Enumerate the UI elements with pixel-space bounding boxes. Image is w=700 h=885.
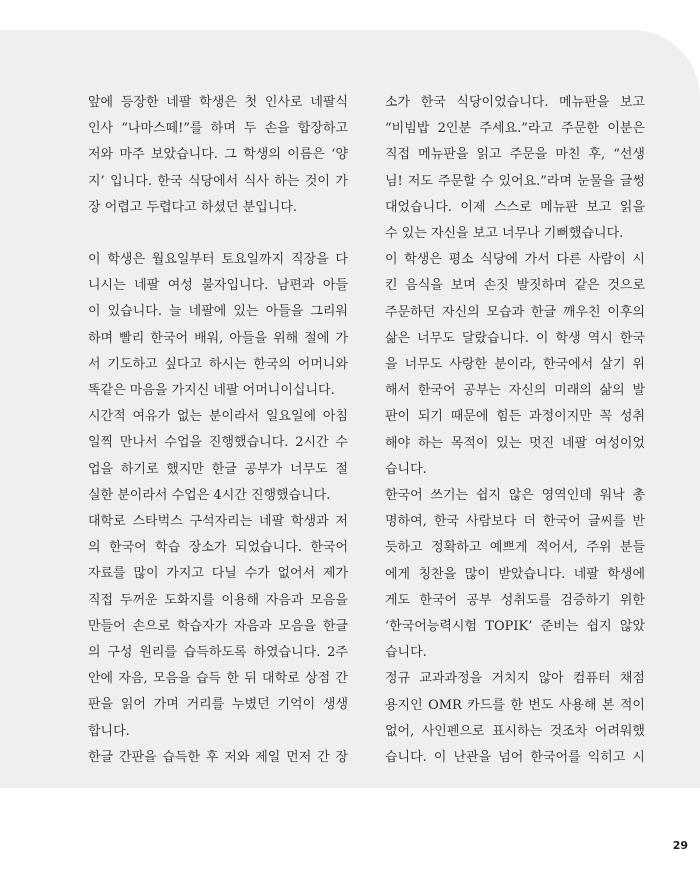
text-line: 판이 되기 때문에 힘든 과정이지만 꼭 성취 [385,409,645,425]
right-paragraph-2 [385,247,645,483]
text-line: 게도 한국어 공부 성취도를 검증하기 위한 [385,592,645,608]
text-line: 서 기도하고 싶다고 하시는 한국의 어머니와 [88,356,348,372]
text-line: 일찍 만나서 수업을 진행했습니다. 2시간 수 [88,435,348,451]
text-line: 에게 칭찬을 많이 받았습니다. 네팔 학생에 [385,566,645,582]
text-line: “비빔밥 2인분 주세요.”라고 주문한 이분은 [385,121,645,137]
text-line: 니시는 네팔 여성 불자입니다. 남편과 아들 [88,278,348,294]
text-line: 자료를 많이 가지고 다닐 수가 없어서 제가 [88,566,348,582]
text-line: 의 구성 원리를 습득하도록 하였습니다. 2주 [88,645,348,661]
text-line: 수 있는 자신을 보고 너무나 기뻐했습니다. [385,226,624,242]
text-line: 시간적 여유가 없는 분이라서 일요일에 아침 [88,409,348,425]
left-paragraph-5 [88,745,348,771]
text-line: 지’ 입니다. 한국 식당에서 식사 하는 것이 가 [88,173,348,189]
text-line: 대학로 스타벅스 구석자리는 네팔 학생과 저 [88,514,348,530]
text-line: 킨 음식을 보며 손짓 발짓하며 같은 것으로 [385,278,645,294]
text-line: 똑같은 마음을 가지신 네팔 어머니이십니다. [88,383,335,399]
left-column [88,90,348,771]
text-line: 장 어렵고 두렵다고 하셨던 분입니다. [88,199,298,215]
text-line: 습니다. [385,461,427,477]
text-line: 만들어 손으로 학습자가 자음과 모음을 한글 [88,618,348,634]
text-line: 해서 한국어 공부는 자신의 미래의 삶의 발 [385,383,645,399]
text-line: 없어, 사인펜으로 표시하는 것조차 어려워했 [385,723,645,739]
text-line: 해야 하는 목적이 있는 멋진 네팔 여성이었 [385,435,645,451]
text-line: 한국어 쓰기는 쉽지 않은 영역인데 워낙 총 [385,488,645,504]
page-number: 29 [672,839,688,852]
text-line: 이 학생은 평소 식당에 가서 다른 사람이 시 [385,252,645,268]
text-line: 습니다. [385,645,427,661]
right-column [385,90,645,771]
left-paragraph-4 [88,509,348,745]
text-line: 실한 분이라서 수업은 4시간 진행했습니다. [88,487,331,503]
text-line: 한글 간판을 습득한 후 저와 제일 먼저 간 장 [88,749,348,765]
text-line: 안에 자음, 모음을 습득 한 뒤 대학로 상점 간 [88,671,348,687]
text-line: ‘한국어능력시험 TOPIK’ 준비는 쉽지 않았 [385,619,645,635]
text-line: 대었습니다. 이제 스스로 메뉴판 보고 읽을 [385,199,645,215]
text-line: 인사 “나마스떼!”를 하며 두 손을 합장하고 [88,121,348,137]
text-line: 님! 저도 주문할 수 있어요.”라며 눈물을 글썽 [385,173,645,189]
left-paragraph-2 [88,247,348,404]
right-paragraph-3 [385,483,645,666]
text-line: 하며 빨리 한국어 배워, 아들을 위해 절에 가 [88,330,348,346]
text-line: 듯하고 정확하고 예쁘게 적어서, 주위 분들 [385,540,645,556]
left-paragraph-3 [88,404,348,509]
text-line: 직접 두꺼운 도화지를 이용해 자음과 모음을 [88,592,348,608]
text-line: 이 있습니다. 늘 네팔에 있는 아들을 그리워 [88,304,348,320]
text-line: 습니다. 이 난관을 넘어 한국어를 익히고 시 [385,750,645,766]
text-line: 합니다. [88,723,130,739]
text-line: 의 한국어 학습 장소가 되었습니다. 한국어 [88,540,348,556]
right-paragraph-4 [385,666,645,771]
text-line: 판을 읽어 가며 거리를 누볐던 기억이 생생 [88,697,348,713]
text-line: 용지인 OMR 카드를 한 번도 사용해 본 적이 [385,697,645,713]
text-line: 앞에 등장한 네팔 학생은 첫 인사로 네팔식 [88,95,348,110]
text-line: 삶은 너무도 달랐습니다. 이 학생 역시 한국 [385,330,645,346]
text-line: 직접 메뉴판을 읽고 주문을 마친 후, “선생 [385,147,645,163]
text-line: 저와 마주 보았습니다. 그 학생의 이름은 ‘양 [88,147,348,163]
text-line: 업을 하기로 했지만 한글 공부가 너무도 절 [88,461,348,477]
text-line: 명하여, 한국 사람보다 더 한국어 글씨를 반 [385,514,645,530]
text-line: 이 학생은 월요일부터 토요일까지 직장을 다 [88,252,348,268]
text-line: 을 너무도 사랑한 분이라, 한국에서 살기 위 [385,357,645,373]
text-line: 주문하던 자신의 모습과 한글 깨우친 이후의 [385,304,645,320]
right-paragraph-1 [385,90,645,247]
text-line: 정규 교과과정을 거치지 않아 컴퓨터 채점 [385,671,645,687]
left-paragraph-1 [88,90,348,221]
text-line: 소가 한국 식당이었습니다. 메뉴판을 보고 [385,95,645,110]
